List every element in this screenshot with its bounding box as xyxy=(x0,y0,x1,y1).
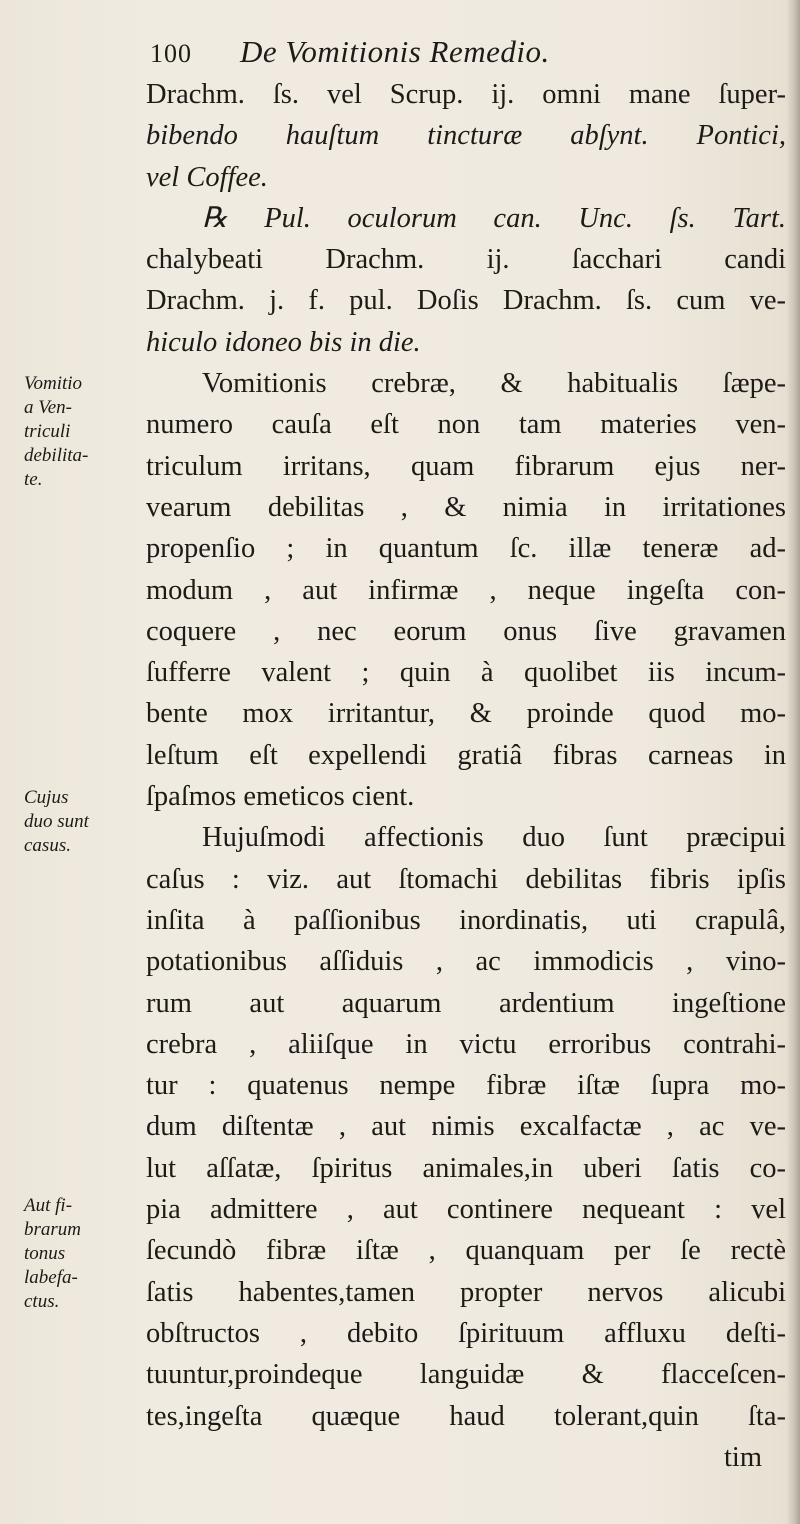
text-line: vel Coffee. xyxy=(146,161,268,193)
running-head: De Vomitionis Remedio. xyxy=(240,34,550,69)
text-line: caſus : viz. aut ſtomachi debilitas fibris ipſis xyxy=(146,863,786,895)
text-line: Drachm. ſs. vel Scrup. ij. omni mane ſuper- xyxy=(146,79,786,110)
text-line: coquere , nec eorum onus ſive gravamen xyxy=(146,615,786,647)
text-line: ſufferre valent ; quin à quolibet iis incum- xyxy=(146,657,786,689)
margin-note-line: brarum xyxy=(24,1219,82,1240)
margin-note-line: labefa- xyxy=(24,1267,78,1288)
text-line: inſita à paſſionibus inordinatis, uti crapulâ, xyxy=(146,904,786,936)
text-line: tes,ingeſta quæque haud tolerant,quin ſta- xyxy=(146,1400,786,1432)
text-line: rum aut aquarum ardentium ingeſtione xyxy=(146,987,786,1019)
text-line: hiculo idoneo bis in die. xyxy=(146,326,421,358)
margin-note-line: debilita- xyxy=(24,445,89,466)
page-number: 100 xyxy=(150,39,192,68)
margin-note-line: casus. xyxy=(24,835,71,856)
text-line: bente mox irritantur, & proinde quod mo- xyxy=(146,698,786,730)
text-line: numero cauſa eſt non tam materies ven- xyxy=(146,409,786,441)
text-line: propenſio ; in quantum ſc. illæ teneræ ad- xyxy=(146,533,786,565)
text-line: tur : quatenus nempe fibræ iſtæ ſupra mo- xyxy=(146,1070,786,1102)
text-line: ſecundò fibræ iſtæ , quanquam per ſe rectè xyxy=(146,1235,786,1267)
text-line: modum , aut infirmæ , neque ingeſta con- xyxy=(146,574,786,606)
margin-note-line: duo sunt xyxy=(24,811,89,832)
margin-note-line: Cujus xyxy=(24,787,69,808)
text-line: ſatis habentes,tamen propter nervos alicubi xyxy=(146,1276,786,1308)
margin-note-vomitio xyxy=(24,372,134,492)
text-line: chalybeati Drachm. ij. ſacchari candi xyxy=(146,244,786,276)
body-text xyxy=(146,74,786,1478)
text-line: obſtructos , debito ſpirituum affluxu deſti- xyxy=(146,1317,786,1349)
text-line: bibendo hauſtum tincturæ abſynt. Pontici, xyxy=(146,120,786,152)
text-line: lut aſſatæ, ſpiritus animales,in uberi ſatis co- xyxy=(146,1152,786,1184)
text-line: Drachm. j. f. pul. Doſis Drachm. ſs. cum ve- xyxy=(146,285,786,317)
text-line: Vomitionis crebræ, & habitualis ſæpe- xyxy=(202,368,786,400)
margin-note-line: triculi xyxy=(24,421,71,442)
margin-note-line: te. xyxy=(24,469,43,490)
margin-note-line: ctus. xyxy=(24,1291,60,1312)
text-line: ℞ Pul. oculorum can. Unc. ſs. Tart. xyxy=(202,202,786,234)
margin-note-line: tonus xyxy=(24,1243,66,1264)
margin-note-line: Aut fi- xyxy=(24,1195,73,1216)
text-line: ſpaſmos emeticos cient. xyxy=(146,781,415,813)
text-line: Hujuſmodi affectionis duo ſunt præcipui xyxy=(202,822,786,854)
text-line: potationibus aſſiduis , ac immodicis , vino- xyxy=(146,946,786,978)
text-line: pia admittere , aut continere nequeant : vel xyxy=(146,1194,786,1226)
margin-note-aut-fibrarum xyxy=(24,1194,134,1314)
margin-note-line: Vomitio xyxy=(24,373,83,394)
text-line: triculum irritans, quam fibrarum ejus ner- xyxy=(146,450,786,482)
text-line: leſtum eſt expellendi gratiâ fibras carneas in xyxy=(146,739,786,771)
text-line: vearum debilitas , & nimia in irritationes xyxy=(146,491,786,523)
catchword: tim xyxy=(723,1441,762,1473)
text-line: tuuntur,proindeque languidæ & flacceſcen- xyxy=(146,1359,786,1391)
margin-note-line: a Ven- xyxy=(24,397,73,418)
text-line: crebra , aliiſque in victu erroribus contrahi- xyxy=(146,1028,786,1060)
text-line: dum diſtentæ , aut nimis excalfactæ , ac ve- xyxy=(146,1111,786,1143)
margin-note-cujus xyxy=(24,786,134,858)
page-gutter-shadow xyxy=(786,0,800,1524)
page-header xyxy=(150,34,550,74)
